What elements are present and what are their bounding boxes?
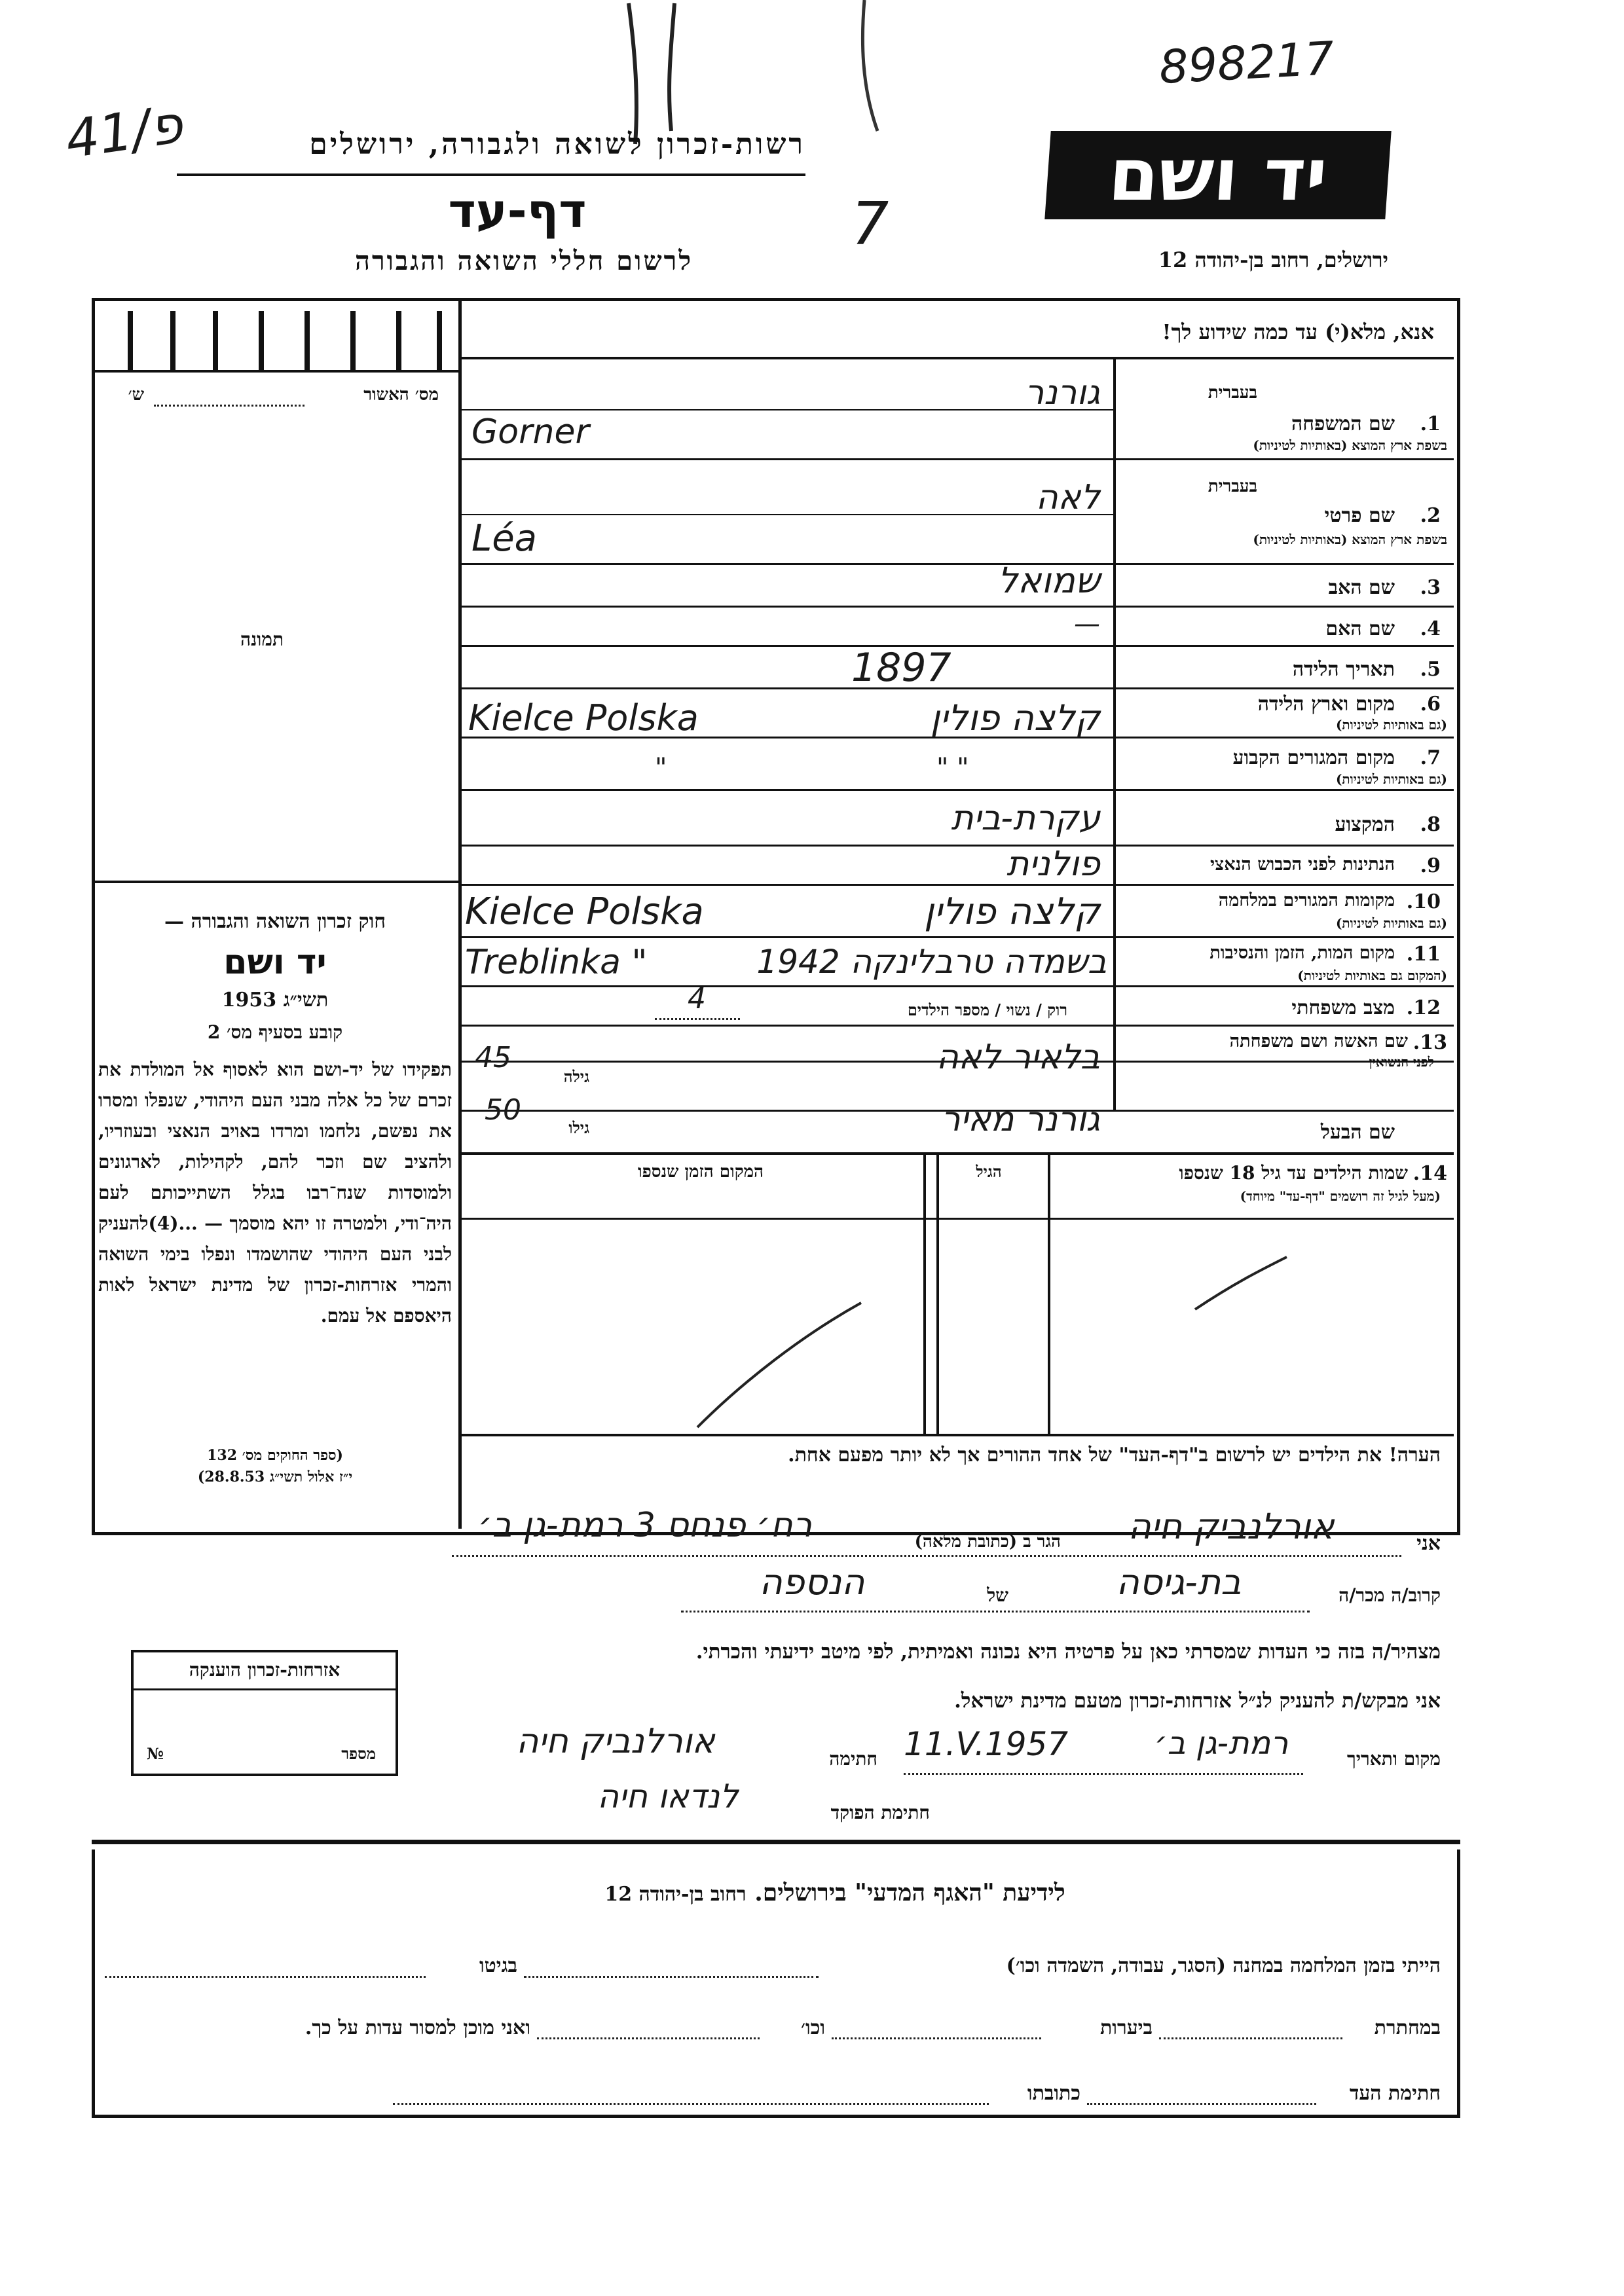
law-text: תפקידו של יד-ושם הוא לאסוף אל המולדת את זכרם של כל אלה מבני העם היהודי, שנפלו ומסרו את נפשם, נלחמו ומרדו באויב הנאצי ובעוזריו, ולהציב שם וזכר להם, לקהילות, לארגונים ולמוסדות שנח־רבו בגלל השתייכותם לעם היה־ודי, ולמטרה זו יהא מוסמך — ...(4)להעניק לבני העם היהודי שהושמדו ונפלו בימי השואה והמרי אזרחות-זכרון של מדינת ישראל לאות היאספם אל עמם.: [98, 1059, 452, 1326]
form-title: דף-עד: [448, 183, 587, 238]
number-label: מספר: [341, 1744, 376, 1763]
field-13-age-value: 45: [475, 1041, 511, 1074]
approval-bars: [121, 311, 442, 370]
footer-line2-b: ביערות: [1099, 2016, 1153, 2039]
field-7-value-he: " ": [936, 753, 969, 783]
decl-of-whom: הנספה: [759, 1561, 865, 1603]
field-11-num: 11.: [1406, 943, 1441, 966]
field-2-num: 2.: [1420, 504, 1441, 527]
authority-line: רשות-זכרון לשואה ולגבורה, ירושלים: [309, 128, 805, 161]
law-name: יד ושם: [223, 943, 327, 982]
field-1-sub: בשפת ארץ המוצא (באותיות לטיניות): [1253, 437, 1447, 453]
field-11-label: מקום המות, הזמן והנסיבות: [1209, 943, 1395, 963]
field-6-sub: (גם באותיות לטיניות): [1335, 717, 1447, 733]
field-10-value-lat: Kielce Polska: [465, 890, 704, 933]
yad-vashem-logo: יד ושם: [1044, 131, 1391, 219]
field-3-value: שמואל: [997, 560, 1100, 601]
field-1-value-lat: Gorner: [471, 412, 589, 452]
footer-title-line: [458, 1879, 1211, 1906]
field-14-label: שמות הילדים עד גיל 18 שנספו: [1179, 1162, 1408, 1184]
no-mark: №: [147, 1744, 164, 1763]
field-7-value-lat: ": [655, 753, 667, 783]
husband-age-label: גילו: [568, 1118, 589, 1137]
decl-address: רח׳ פנחס 3 רמת-גן ב׳: [477, 1506, 813, 1545]
field-12-sub: רוק / נשוי / מספר הילדים: [907, 1000, 1067, 1019]
col-age: הגיל: [976, 1162, 1002, 1181]
citizenship-box: [131, 1650, 398, 1776]
children-crossed-out: [462, 1218, 1454, 1434]
field-9-label: הנתינות לפני הכבוש הנאצי: [1209, 854, 1395, 875]
field-6-value-he: קלצה פולין: [930, 697, 1100, 738]
field-2-value-lat: Léa: [471, 517, 537, 560]
decl-shel: של: [987, 1584, 1008, 1606]
form-subtitle: לרשום חללי השואה והגבורה: [354, 246, 693, 276]
field-2-sub: בשפת ארץ המוצא (באותיות לטיניות): [1253, 532, 1447, 547]
law-clause: קובע בסעיף מס׳ 2: [207, 1021, 343, 1043]
decl-statement2: אני מבקש/ת להעניק לנ״ל אזרחות-זכרון מטעם מדינת ישראל.: [954, 1689, 1441, 1713]
field-11-sub: (המקום גם באותיות לטיניות): [1297, 968, 1447, 983]
field-6-num: 6.: [1420, 693, 1441, 716]
law-title: חוק זכרון השואה והגבורה —: [164, 910, 386, 933]
decl-ani: אני: [1416, 1532, 1441, 1555]
field-4-value: —: [1074, 609, 1100, 639]
field-13-num: 13.: [1412, 1031, 1447, 1054]
field-3-label: שם האב: [1328, 576, 1395, 599]
field-3-num: 3.: [1420, 576, 1441, 599]
archive-number: 898217: [1158, 31, 1336, 94]
field-7-label: מקום המגורים הקבוע: [1232, 746, 1395, 769]
approval-label: מס׳ האשור: [363, 385, 439, 405]
footer-line2-a: במחתרת: [1374, 2016, 1441, 2039]
field-6-value-lat: Kielce Polska: [468, 697, 699, 738]
field-12-value: 4: [688, 982, 706, 1015]
note: הערה! את הילדים יש לרשום ב"דף-העד" של אחד ההורים אך לא יותר מפעם אחת.: [788, 1444, 1441, 1467]
field-12-label: מצב משפחתי: [1291, 996, 1395, 1019]
field-5-value: 1897: [851, 645, 951, 691]
field-10-label: מקומות המגורים במלחמה: [1218, 890, 1395, 911]
instruction: אנא, מלא(י) עד כמה שידוע לך!: [1162, 319, 1434, 344]
decl-name: אורלנביק חיה: [1128, 1506, 1335, 1547]
field-2-value-he: לאה: [1035, 478, 1100, 517]
decl-resides: הגר ב (כתובת מלאה): [914, 1532, 1061, 1552]
field-5-num: 5.: [1420, 658, 1441, 681]
field-1-value-he: גורנר: [1024, 373, 1100, 412]
footer-line2-d: ואני מוכן למסור עדות על כך.: [304, 2016, 530, 2039]
footer-line1-a: הייתי בזמן המלחמה במחנה (הסגר, עבודה, השמדה וכו׳): [1006, 1954, 1441, 1977]
field-4-label: שם האם: [1325, 617, 1395, 640]
field-7-sub: (גם באותיות לטיניות): [1335, 771, 1447, 787]
husband-label: שם הבעל: [1320, 1121, 1395, 1144]
footer-address: רחוב בן-יהודה 12: [604, 1883, 747, 1906]
signature: אורלנביק חיה: [516, 1722, 715, 1761]
decl-relative-label: קרוב/ה מכר/ה: [1338, 1584, 1441, 1606]
field-5-label: תאריך הלידה: [1292, 658, 1395, 681]
field-11-value-he: בשמדה טרבלינקה 1942: [756, 943, 1107, 981]
field-13-label: שם האשה ושם משפחתה: [1229, 1031, 1408, 1051]
law-ref2: י״ז אלול תשי״ג 28.8.53): [197, 1468, 353, 1485]
place-date-label: מקום ותאריך: [1346, 1748, 1441, 1770]
field-1-num: 1.: [1420, 412, 1441, 435]
field-8-num: 8.: [1420, 813, 1441, 836]
field-13-sub: לפני הנשואין: [1369, 1054, 1434, 1070]
field-4-num: 4.: [1420, 617, 1441, 640]
decl-place: רמת-גן ב׳: [1154, 1725, 1289, 1762]
field-14-sub: (מעל לגיל זה רושמים "דף-עד" מיוחד): [1240, 1188, 1441, 1204]
signature-label: חתימה: [829, 1748, 877, 1770]
field-10-value-he: קלצה פולין: [923, 890, 1100, 933]
page-mark: 41/פ: [62, 94, 187, 170]
footer-line1-b: בגיטו: [479, 1954, 517, 1977]
husband-value: גורנר מאיר: [941, 1100, 1100, 1139]
field-1-label: שם המשפחה: [1291, 412, 1395, 435]
hebrew-label-2: בעברית: [1208, 477, 1257, 496]
law-year-he: תשי״ג: [283, 989, 329, 1011]
field-11-value-lat: Treblinka ": [465, 943, 648, 982]
field-7-num: 7.: [1420, 746, 1441, 769]
husband-age-value: 50: [485, 1093, 521, 1127]
header-address: ירושלים, רחוב בן-יהודה 12: [1158, 247, 1388, 272]
field-12-num: 12.: [1406, 996, 1441, 1019]
citizenship-box-title: אזרחות-זכרון הוענקה: [189, 1659, 341, 1681]
field-13-value: בלאיר לאה: [936, 1038, 1100, 1077]
decl-relation: בת-גיסה: [1116, 1561, 1242, 1603]
field-9-num: 9.: [1420, 854, 1441, 877]
footer-line3-b: כתובתו: [1027, 2082, 1080, 2105]
field-8-label: המקצוע: [1335, 813, 1395, 836]
field-9-value: פולנית: [1006, 845, 1100, 884]
law-year-line: [105, 989, 445, 1011]
law-ref1: (ספר החוקים מס׳ 132: [207, 1447, 343, 1464]
footer-line2-c: וכו׳: [801, 2016, 825, 2039]
col-place: המקום הזמן שנספו: [638, 1162, 764, 1182]
field-10-num: 10.: [1406, 890, 1441, 913]
field-10-sub: (גם באותיות לטיניות): [1335, 915, 1447, 931]
hebrew-label-1: בעברית: [1208, 383, 1257, 403]
footer-line3-a: חתימת העד: [1349, 2082, 1441, 2105]
approval-mark: ש׳: [128, 385, 144, 405]
field-6-label: מקום וארץ הלידה: [1257, 693, 1395, 716]
footer-title: לידיעת "האגף המדעי" בירושלים.: [754, 1879, 1065, 1906]
field-13-age-label: גילה: [563, 1067, 589, 1086]
official-sig-label: חתימת הפוקד: [830, 1802, 930, 1823]
field-8-value: עקרת-בית: [951, 799, 1100, 838]
decl-date: 11.V.1957: [904, 1725, 1069, 1763]
seven-mark: 7: [851, 190, 889, 259]
field-14-num: 14.: [1412, 1162, 1447, 1185]
photo-label: תמונה: [240, 629, 284, 650]
law-year: 1953: [221, 989, 277, 1011]
decl-statement1: מצהיר/ה בזה כי העדות שמסרתי כאן על פרטיה היא נכונה ואמיתית, לפי מיטב ידיעתי והכרתי.: [695, 1640, 1441, 1664]
official-sig: לנדאו חיה: [597, 1777, 739, 1815]
field-2-label: שם פרטי: [1324, 504, 1395, 527]
